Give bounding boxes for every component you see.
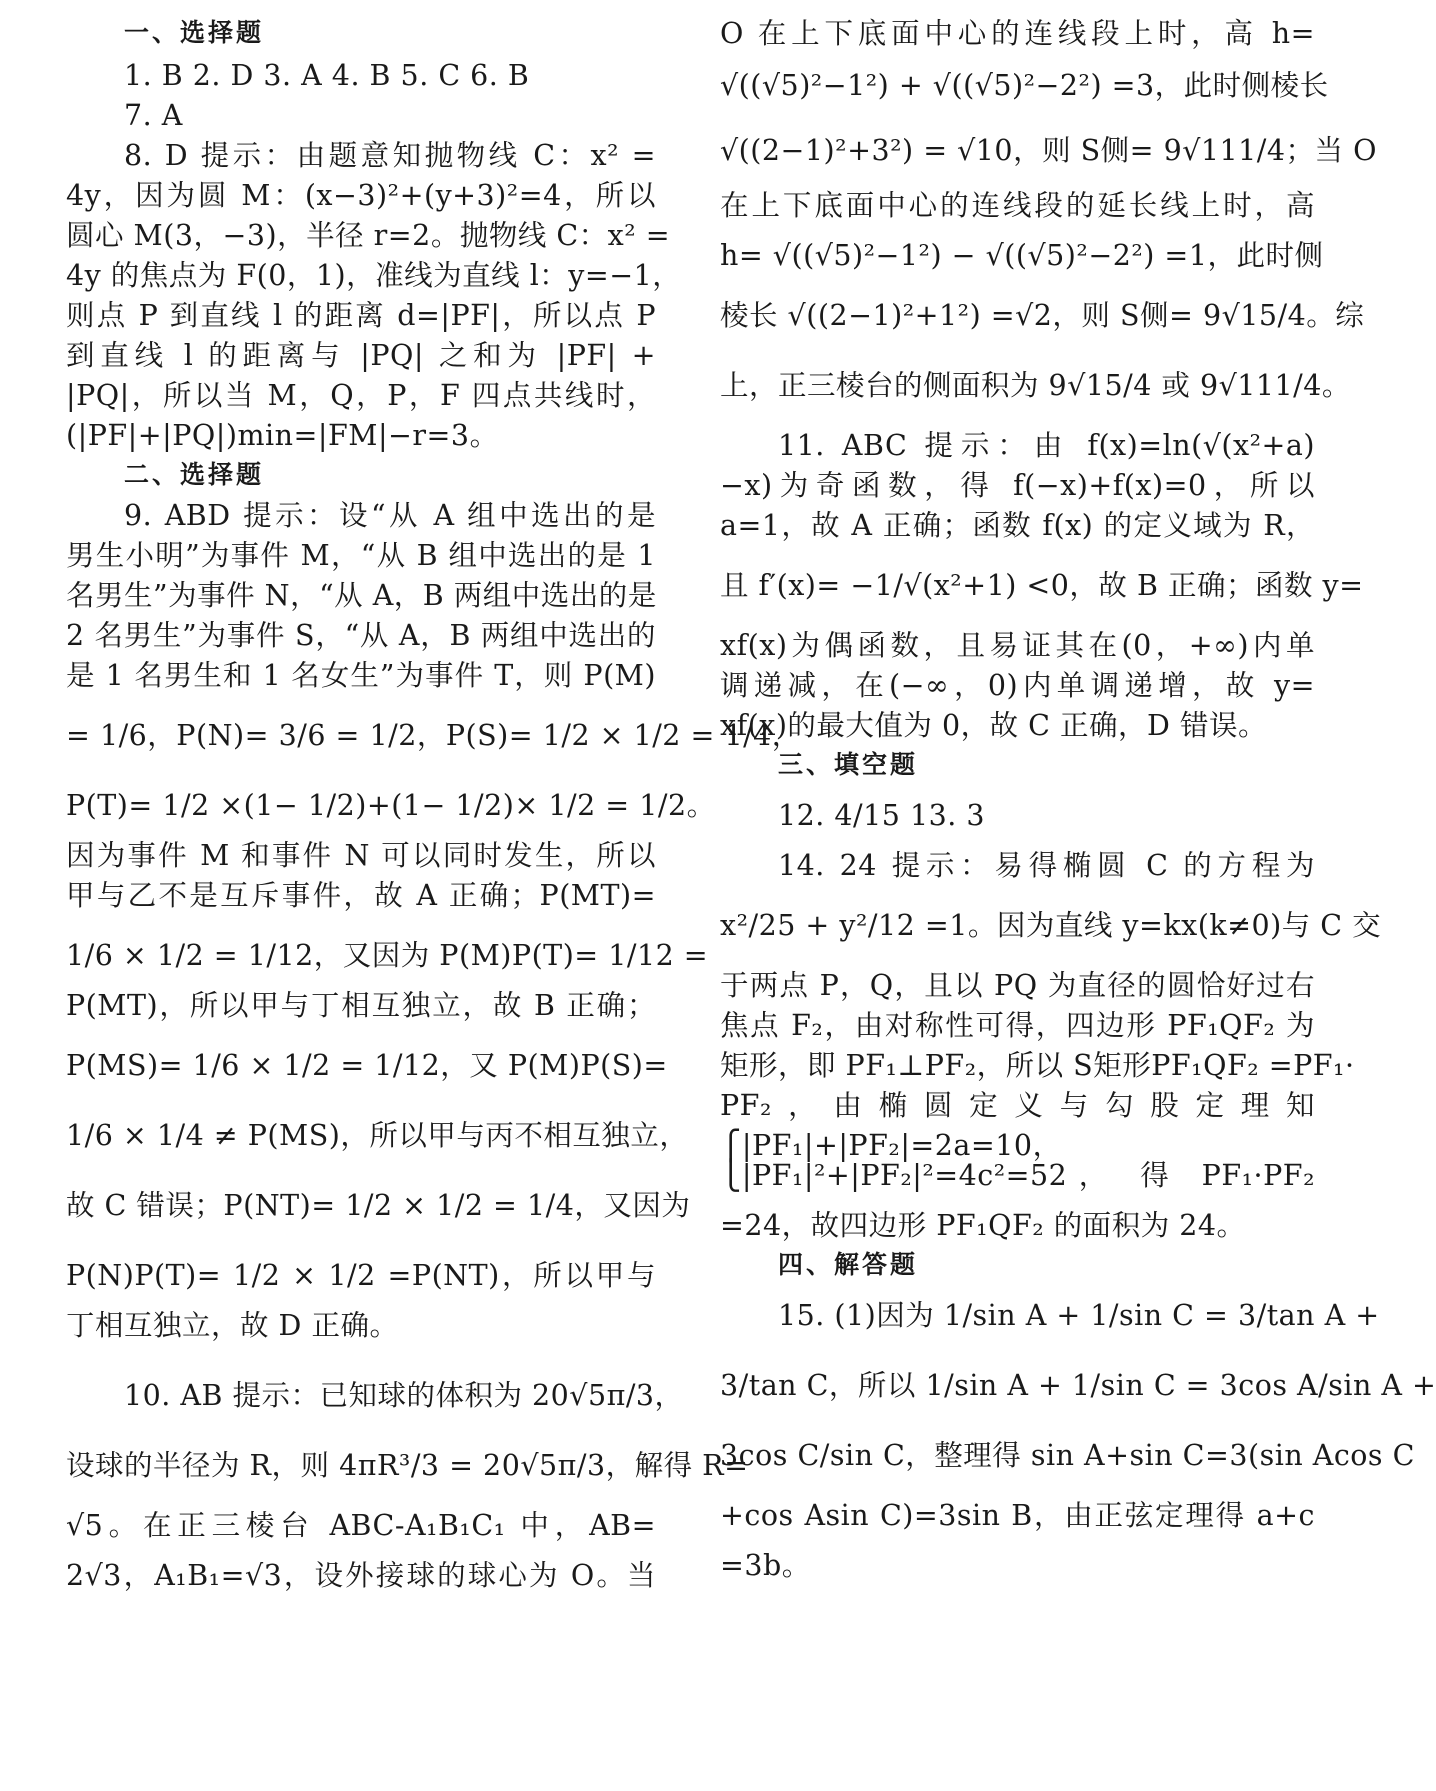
text-line: 8. D 提示：由题意知抛物线 C：x² = xyxy=(124,139,656,172)
text-line: =3b。 xyxy=(720,1549,811,1582)
section-heading: 四、解答题 xyxy=(778,1250,919,1279)
text-line: 在上下底面中心的连线段的延长线上时，高 xyxy=(720,189,1315,222)
text-line: =24，故四边形 PF₁QF₂ 的面积为 24。 xyxy=(720,1209,1246,1242)
text-line: +cos Asin C)=3sin B，由正弦定理得 a+c xyxy=(720,1499,1315,1532)
text-line: xf(x)为偶函数，且易证其在(0，+∞)内单 xyxy=(720,629,1315,662)
text-line: 是 1 名男生和 1 名女生”为事件 T，则 P(M) xyxy=(66,659,656,692)
text-line: = 1/6，P(N)= 3/6 = 1/2，P(S)= 1/2 × 1/2 = 1/4， xyxy=(66,719,801,752)
text-line: 因为事件 M 和事件 N 可以同时发生，所以 xyxy=(66,839,656,872)
text-line: 12. 4/15 13. 3 xyxy=(778,799,985,832)
text-line: ⎩|PF₁|²+|PF₂|²=4c²=52， 得 PF₁·PF₂ xyxy=(720,1159,1315,1192)
section-heading: 一、选择题 xyxy=(124,18,265,47)
text-line: 焦点 F₂，由对称性可得，四边形 PF₁QF₂ 为 xyxy=(720,1009,1315,1042)
text-line: 矩形，即 PF₁⊥PF₂，所以 S矩形PF₁QF₂ =PF₁· xyxy=(720,1049,1355,1082)
text-line: 男生小明”为事件 M，“从 B 组中选出的是 1 xyxy=(66,539,656,572)
text-line: 上，正三棱台的侧面积为 9√15/4 或 9√111/4。 xyxy=(720,369,1351,402)
text-line: 7. A xyxy=(124,99,183,132)
text-line: 棱长 √((2−1)²+1²) =√2，则 S侧= 9√15/4。综 xyxy=(720,299,1365,332)
text-line: 设球的半径为 R，则 4πR³/3 = 20√5π/3，解得 R= xyxy=(66,1449,749,1482)
text-line: P(N)P(T)= 1/2 × 1/2 =P(NT)，所以甲与 xyxy=(66,1259,656,1292)
text-line: 丁相互独立，故 D 正确。 xyxy=(66,1309,399,1342)
text-line: 14. 24 提示：易得椭圆 C 的方程为 xyxy=(778,849,1315,882)
text-line: √((√5)²−1²) + √((√5)²−2²) =3，此时侧棱长 xyxy=(720,69,1329,102)
text-line: 到直线 l 的距离与 |PQ| 之和为 |PF| + xyxy=(66,339,656,372)
text-line: 9. ABD 提示：设“从 A 组中选出的是 xyxy=(124,499,656,532)
text-line: x²/25 + y²/12 =1。因为直线 y=kx(k≠0)与 C 交 xyxy=(720,909,1382,942)
text-line: ⎧|PF₁|+|PF₂|=2a=10， xyxy=(720,1129,1062,1162)
text-line: P(MS)= 1/6 × 1/2 = 1/12，又 P(M)P(S)= xyxy=(66,1049,668,1082)
text-line: 15. (1)因为 1/sin A + 1/sin C = 3/tan A + xyxy=(778,1299,1380,1332)
text-line: 1/6 × 1/2 = 1/12，又因为 P(M)P(T)= 1/12 = xyxy=(66,939,709,972)
text-line: P(T)= 1/2 ×(1− 1/2)+(1− 1/2)× 1/2 = 1/2。 xyxy=(66,789,716,822)
text-line: 调递减，在(−∞，0)内单调递增，故 y= xyxy=(720,669,1315,702)
section-heading: 三、填空题 xyxy=(778,750,919,779)
text-line: √((2−1)²+3²) = √10，则 S侧= 9√111/4；当 O xyxy=(720,134,1377,167)
text-line: √5。在正三棱台 ABC-A₁B₁C₁ 中，AB= xyxy=(66,1509,656,1542)
text-line: 2 名男生”为事件 S，“从 A，B 两组中选出的 xyxy=(66,619,656,652)
text-line: −x)为奇函数，得 f(−x)+f(x)=0，所以 xyxy=(720,469,1315,502)
text-line: 3cos C/sin C，整理得 sin A+sin C=3(sin Acos C xyxy=(720,1439,1415,1472)
text-line: 1. B 2. D 3. A 4. B 5. C 6. B xyxy=(124,59,530,92)
text-line: xf(x)的最大值为 0，故 C 正确，D 错误。 xyxy=(720,709,1267,742)
text-line: 名男生”为事件 N，“从 A，B 两组中选出的是 xyxy=(66,579,657,612)
text-line: 11. ABC 提示：由 f(x)=ln(√(x²+a) xyxy=(778,429,1315,462)
text-line: (|PF|+|PQ|)min=|FM|−r=3。 xyxy=(66,419,499,452)
text-line: PF₂，由椭圆定义与勾股定理知 xyxy=(720,1089,1315,1122)
text-line: 甲与乙不是互斥事件，故 A 正确；P(MT)= xyxy=(66,879,656,912)
text-line: 3/tan C，所以 1/sin A + 1/sin C = 3cos A/sin A + xyxy=(720,1369,1436,1402)
text-line: 故 C 错误；P(NT)= 1/2 × 1/2 = 1/4，又因为 xyxy=(66,1189,691,1222)
text-line: 于两点 P，Q，且以 PQ 为直径的圆恰好过右 xyxy=(720,969,1315,1002)
text-line: O 在上下底面中心的连线段上时，高 h= xyxy=(720,17,1315,50)
text-line: 1/6 × 1/4 ≠ P(MS)，所以甲与丙不相互独立， xyxy=(66,1119,689,1152)
text-line: 4y 的焦点为 F(0，1)，准线为直线 l：y=−1， xyxy=(66,259,682,292)
text-line: 4y，因为圆 M：(x−3)²+(y+3)²=4，所以 xyxy=(66,179,656,212)
text-line: a=1，故 A 正确；函数 f(x) 的定义域为 R， xyxy=(720,509,1315,542)
text-line: 10. AB 提示：已知球的体积为 20√5π/3， xyxy=(124,1379,684,1412)
text-line: 2√3，A₁B₁=√3，设外接球的球心为 O。当 xyxy=(66,1559,656,1592)
section-heading: 二、选择题 xyxy=(124,460,265,489)
text-line: |PQ|，所以当 M，Q，P，F 四点共线时， xyxy=(66,379,656,412)
text-line: 则点 P 到直线 l 的距离 d=|PF|，所以点 P xyxy=(66,299,656,332)
text-line: P(MT)，所以甲与丁相互独立，故 B 正确； xyxy=(66,989,656,1022)
text-line: 圆心 M(3，−3)，半径 r=2。抛物线 C：x² = xyxy=(66,219,671,252)
text-line: h= √((√5)²−1²) − √((√5)²−2²) =1，此时侧 xyxy=(720,239,1324,272)
text-line: 且 f′(x)= −1/√(x²+1) <0，故 B 正确；函数 y= xyxy=(720,569,1364,602)
